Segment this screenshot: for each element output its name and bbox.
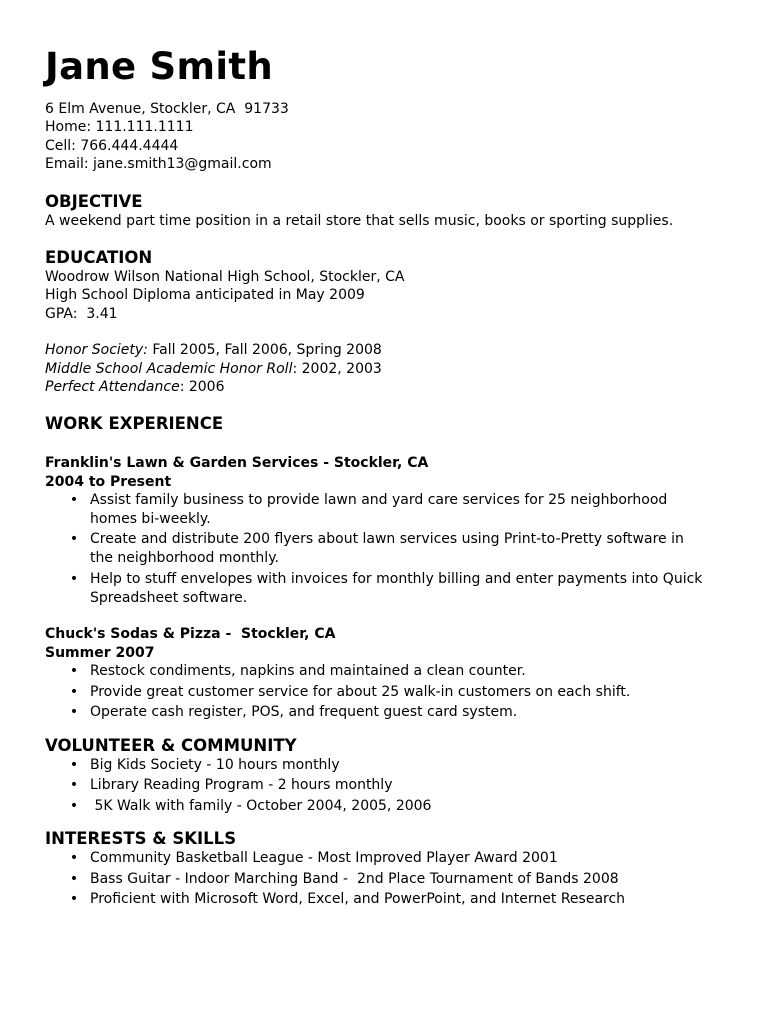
bullet-icon: • [69,797,79,814]
honor-value: : 2006 [179,378,225,395]
resume-page [45,44,745,911]
bullet-icon: • [69,850,79,867]
list-item [45,776,745,797]
interests-heading: INTERESTS & SKILLS [45,829,237,849]
bullet-text: Assist family business to provide lawn and yard care services for 25 neighborhood homes bi-weekly. [90,492,668,528]
bullet-text: Help to stuff envelopes with invoices for monthly billing and enter payments into Quick Spreadsheet software. [90,570,703,606]
list-item [45,530,745,568]
bullet-text: Community Basketball League - Most Improved Player Award 2001 [90,850,558,867]
list-item [45,570,745,608]
contact-email: Email: jane.smith13@gmail.com [45,156,272,173]
bullet-icon: • [69,891,79,908]
list-item [45,870,745,891]
bullet-text: Provide great customer service for about 25 walk-in customers on each shift. [90,683,631,700]
honor-society [45,341,745,359]
volunteer-list [45,756,745,818]
bullet-text: Library Reading Program - 2 hours monthly [90,777,393,794]
bullet-text: Bass Guitar - Indoor Marching Band - 2nd Place Tournament of Bands 2008 [90,870,619,887]
work-heading: WORK EXPERIENCE [45,414,224,434]
education-heading: EDUCATION [45,247,153,267]
job-dates: Summer 2007 [45,644,155,661]
job-title: Franklin's Lawn & Garden Services - Stockler, CA [45,455,429,472]
bullet-icon: • [69,531,79,548]
bullet-text: Restock condiments, napkins and maintained a clean counter. [90,663,526,680]
bullet-icon: • [69,663,79,680]
list-item [45,756,745,777]
honor-label: Honor Society: [45,342,148,359]
honor-value: Fall 2005, Fall 2006, Spring 2008 [147,342,382,359]
education-diploma: High School Diploma anticipated in May 2009 [45,287,365,304]
bullet-icon: • [69,683,79,700]
bullet-text: Create and distribute 200 flyers about lawn services using Print-to-Pretty software in the neighborhood monthly. [90,531,684,567]
education-gpa: GPA: 3.41 [45,305,118,322]
job-bullets [45,491,745,608]
bullet-icon: • [69,777,79,794]
contact-address: 6 Elm Avenue, Stockler, CA 91733 [45,101,289,117]
list-item [45,491,745,529]
contact-home-phone: Home: 111.111.1111 [45,119,194,136]
list-item [45,703,745,724]
honor-roll [45,360,745,378]
objective-heading: OBJECTIVE [45,191,143,211]
bullet-text: Operate cash register, POS, and frequent guest card system. [90,704,518,721]
interests-list [45,849,745,911]
volunteer-heading: VOLUNTEER & COMMUNITY [45,735,297,755]
honor-value: : 2002, 2003 [292,360,382,377]
bullet-text: Proficient with Microsoft Word, Excel, and PowerPoint, and Internet Research [90,891,626,908]
bullet-icon: • [69,870,79,887]
perfect-attendance [45,378,745,396]
list-item [45,797,745,818]
bullet-icon: • [69,492,79,509]
resume-name: Jane Smith [45,45,273,88]
job-title: Chuck's Sodas & Pizza - Stockler, CA [45,626,336,643]
bullet-icon: • [69,704,79,721]
list-item [45,849,745,870]
contact-cell-phone: Cell: 766.444.4444 [45,137,179,154]
list-item [45,683,745,704]
list-item [45,890,745,911]
honor-label: Middle School Academic Honor Roll [45,360,293,377]
objective-text: A weekend part time position in a retail store that sells music, books or sporting supplies. [45,212,674,229]
education-school: Woodrow Wilson National High School, Stockler, CA [45,268,405,285]
bullet-icon: • [69,756,79,773]
list-item [45,662,745,683]
job-bullets [45,662,745,724]
bullet-icon: • [69,570,79,587]
bullet-text: 5K Walk with family - October 2004, 2005, 2006 [90,797,432,814]
job-dates: 2004 to Present [45,473,172,490]
honor-label: Perfect Attendance [45,378,180,395]
contact-block [45,100,745,174]
bullet-text: Big Kids Society - 10 hours monthly [90,756,340,773]
